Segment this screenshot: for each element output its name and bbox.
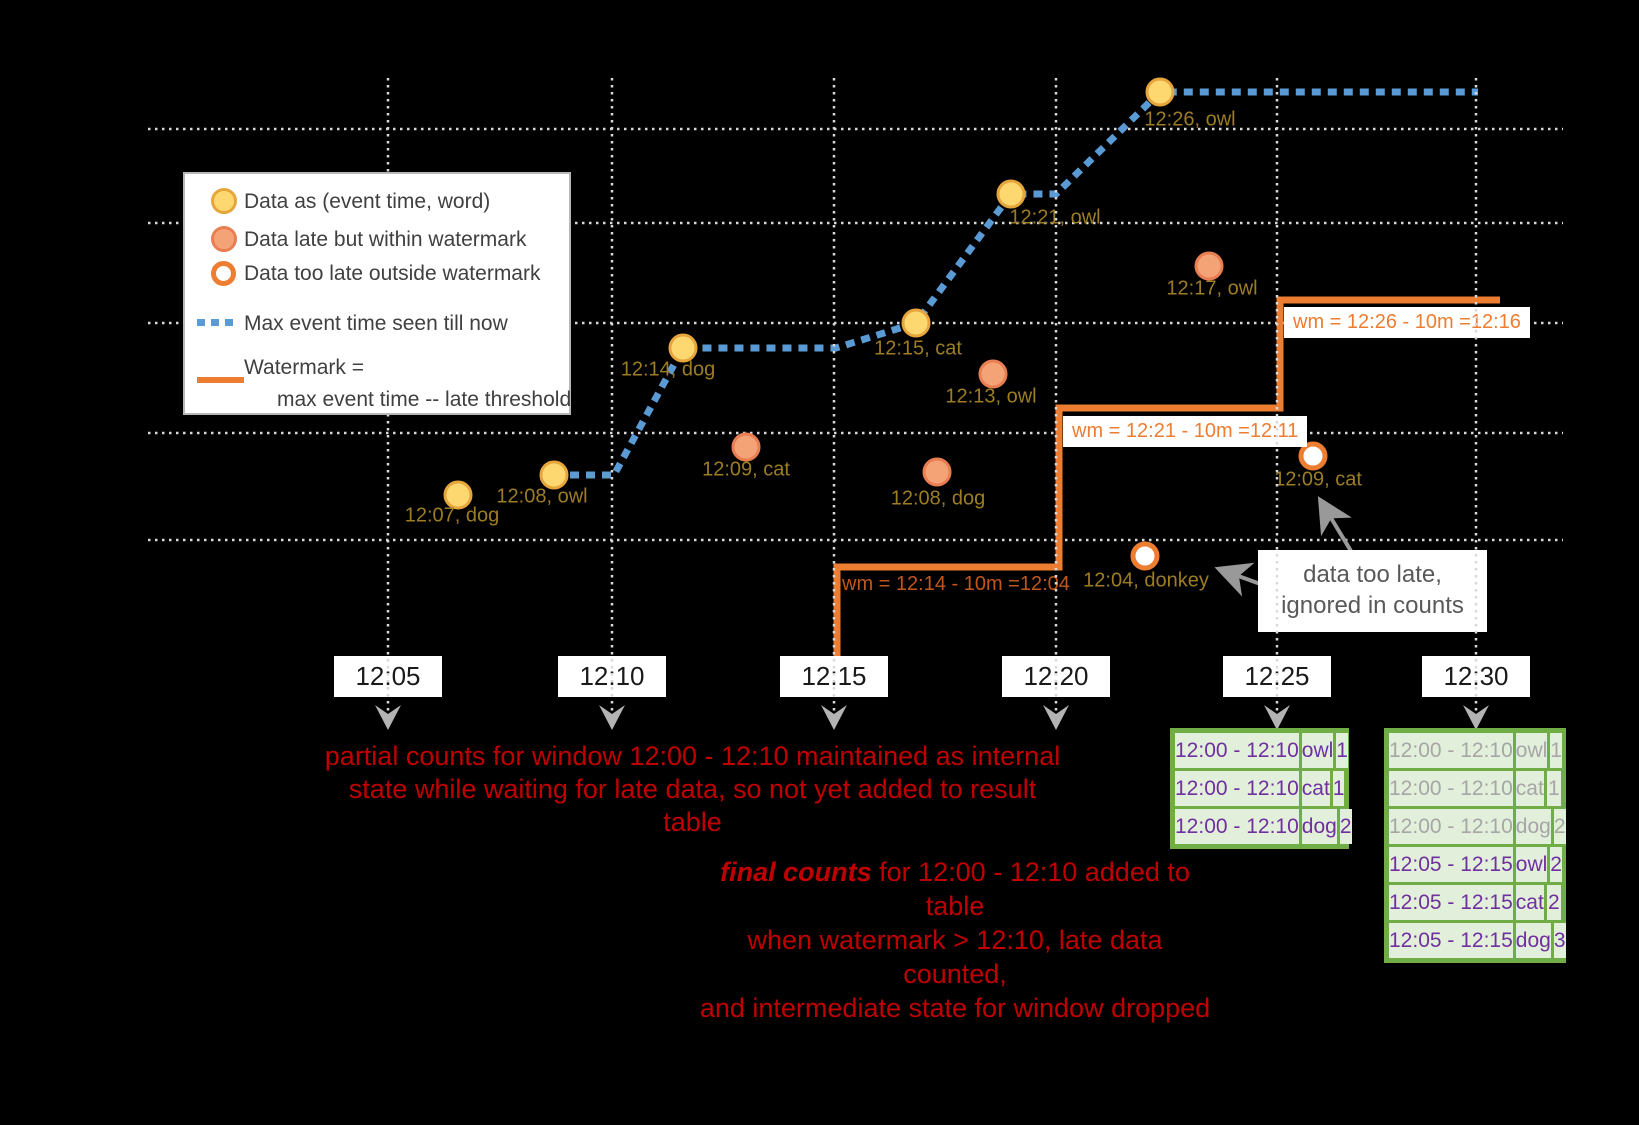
point-label: 12:08, dog — [890, 487, 986, 510]
table-cell-count: 2 — [1547, 885, 1561, 920]
table-cell-count: 1 — [1550, 733, 1562, 768]
legend-item-toolate: Data too late outside watermark — [244, 262, 541, 285]
table-cell-window: 12:00 - 12:10 — [1389, 809, 1513, 844]
table-cell-word: owl — [1516, 847, 1548, 882]
result-table-12-30 — [1384, 728, 1566, 963]
table-row — [1175, 809, 1352, 844]
partial-counts-note-line1: partial counts for window 12:00 - 12:10 maintained as internal — [324, 741, 1061, 771]
table-row — [1389, 771, 1561, 806]
final-counts-note — [695, 855, 1215, 1025]
table-cell-word: owl — [1302, 733, 1334, 768]
watermark-label-3: wm = 12:26 - 10m =12:16 — [1284, 307, 1530, 338]
table-cell-count: 1 — [1333, 771, 1345, 806]
axis-tick-12-20: 12:20 — [1002, 656, 1110, 697]
point-label: 12:09, cat — [702, 458, 790, 481]
too-late-note-line1: data too late, — [1303, 561, 1442, 588]
table-cell-window: 12:05 - 12:15 — [1389, 923, 1513, 958]
table-cell-window: 12:05 - 12:15 — [1389, 885, 1513, 920]
legend-item-watermark-line2: max event time -- late threshold — [277, 388, 572, 411]
point-label: 12:15, cat — [874, 337, 962, 360]
legend-item-max-event-time: Max event time seen till now — [244, 312, 508, 335]
too-late-note — [1258, 550, 1487, 632]
final-counts-note-line3: and intermediate state for window dropped — [699, 993, 1211, 1023]
legend-ontime-dot-icon — [211, 188, 237, 214]
table-cell-count: 2 — [1340, 809, 1352, 844]
legend — [183, 172, 571, 415]
table-cell-word: cat — [1516, 885, 1544, 920]
legend-toolate-ring-icon — [211, 261, 236, 286]
table-row — [1389, 847, 1561, 882]
legend-late-dot-icon — [211, 226, 237, 252]
final-counts-emphasis: final counts — [720, 857, 872, 887]
point-label: 12:09, cat — [1274, 468, 1362, 491]
table-cell-window: 12:00 - 12:10 — [1389, 771, 1513, 806]
table-row — [1389, 809, 1566, 844]
legend-item-late: Data late but within watermark — [244, 228, 527, 251]
too-late-note-line2: ignored in counts — [1281, 592, 1464, 619]
table-row — [1389, 923, 1566, 958]
legend-item-ontime: Data as (event time, word) — [244, 190, 491, 213]
axis-tick-12-30: 12:30 — [1422, 656, 1530, 697]
partial-counts-note-line2: state while waiting for late data, so not yet added to result table — [348, 774, 1037, 837]
point-label: 12:08, owl — [496, 485, 588, 508]
axis-tick-12-10: 12:10 — [558, 656, 666, 697]
table-cell-window: 12:00 - 12:10 — [1175, 809, 1299, 844]
table-cell-word: cat — [1302, 771, 1330, 806]
axis-tick-12-05: 12:05 — [334, 656, 442, 697]
result-table-12-25 — [1170, 728, 1352, 849]
table-cell-window: 12:05 - 12:15 — [1389, 847, 1513, 882]
table-cell-window: 12:00 - 12:10 — [1389, 733, 1513, 768]
table-row — [1175, 771, 1344, 806]
final-counts-note-line2: when watermark > 12:10, late data counted, — [747, 925, 1163, 989]
point-label: 12:04, donkey — [1083, 569, 1209, 592]
table-cell-count: 2 — [1550, 847, 1562, 882]
point-label: 12:13, owl — [945, 385, 1037, 408]
legend-item-watermark-line1: Watermark = — [244, 356, 364, 379]
table-cell-count: 1 — [1336, 733, 1348, 768]
watermark-label-2: wm = 12:21 - 10m =12:11 — [1063, 416, 1307, 447]
table-cell-word: owl — [1516, 733, 1548, 768]
table-cell-window: 12:00 - 12:10 — [1175, 733, 1299, 768]
table-cell-count: 1 — [1547, 771, 1561, 806]
point-label: 12:14, dog — [620, 358, 716, 381]
legend-watermark-line-icon — [197, 377, 244, 383]
final-counts-note-line1: for 12:00 - 12:10 added to table — [871, 857, 1190, 921]
table-row — [1389, 733, 1561, 768]
point-label: 12:21, owl — [1009, 206, 1101, 229]
watermark-label-1: wm = 12:14 - 10m =12:04 — [842, 573, 1070, 595]
point-label: 12:07, dog — [404, 504, 500, 527]
axis-tick-12-15: 12:15 — [780, 656, 888, 697]
table-row — [1175, 733, 1348, 768]
table-cell-word: dog — [1516, 923, 1551, 958]
legend-max-event-line-icon — [197, 319, 239, 326]
table-cell-count: 2 — [1554, 809, 1566, 844]
axis-tick-12-25: 12:25 — [1223, 656, 1331, 697]
table-row — [1389, 885, 1561, 920]
table-cell-word: dog — [1302, 809, 1337, 844]
partial-counts-note — [320, 740, 1065, 839]
table-cell-count: 3 — [1554, 923, 1566, 958]
table-cell-word: cat — [1516, 771, 1544, 806]
point-label: 12:17, owl — [1166, 277, 1258, 300]
point-label: 12:26, owl — [1144, 108, 1236, 131]
table-cell-window: 12:00 - 12:10 — [1175, 771, 1299, 806]
table-cell-word: dog — [1516, 809, 1551, 844]
